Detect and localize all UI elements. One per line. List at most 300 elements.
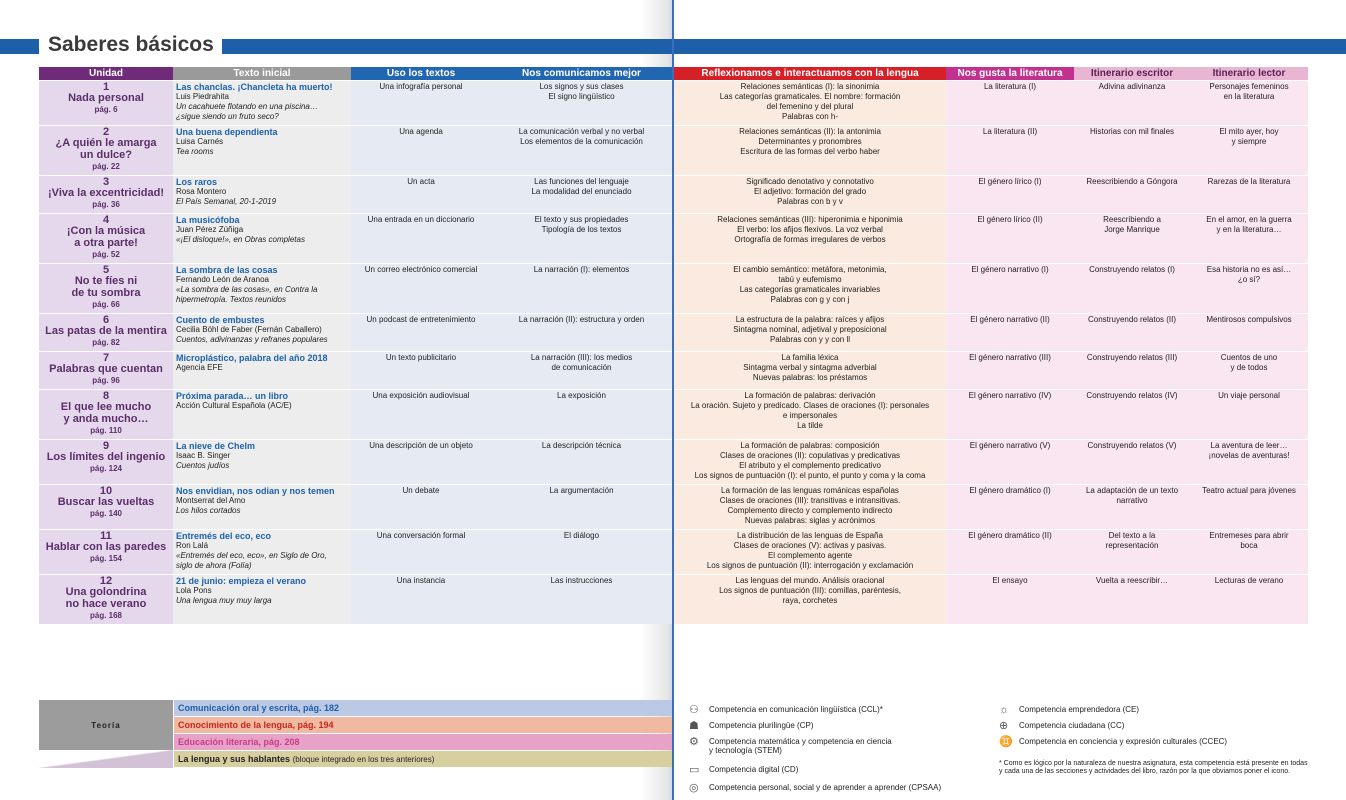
text-line: Clases de oraciones (V): activas y pasivas.: [733, 540, 887, 550]
text-line: El texto y sus propiedades: [534, 214, 629, 224]
text-line: e impersonales: [782, 410, 838, 420]
competencia-item: [689, 765, 798, 777]
text-line: de comunicación: [551, 362, 612, 372]
text-line: El género narrativo (I): [971, 264, 1049, 274]
initial-text-title: Una buena dependienta: [176, 126, 278, 137]
text-line: Jorge Manrique: [1104, 224, 1160, 234]
text-line: Un acta: [407, 176, 435, 186]
initial-text-cell: [173, 439, 351, 484]
text-line: La comunicación verbal y no verbal: [518, 126, 645, 136]
unit-name: no hace verano: [65, 597, 147, 610]
competencia-item: [689, 737, 892, 755]
text-line: Cuentos de uno: [1220, 352, 1278, 362]
text-line: y en la literatura…: [1216, 224, 1282, 234]
unit-page: pág. 140: [89, 508, 122, 518]
competencia-label: [709, 765, 798, 774]
text-line: El verbo: los afijos flexivos. La voz verbal: [737, 224, 883, 234]
unit-number: 2: [102, 125, 110, 138]
unit-page: pág. 110: [90, 425, 122, 435]
unit-number: 11: [100, 529, 112, 542]
text-line: narrativo: [1116, 495, 1148, 505]
competencia-label: [709, 721, 814, 730]
comunicamos-cell: [491, 351, 672, 389]
person-speech-icon: ⚇: [689, 704, 699, 716]
text-line: El ensayo: [992, 575, 1028, 585]
text-line: Personajes femeninos: [1209, 81, 1289, 91]
text-line: Competencia ciudadana (CC): [1019, 721, 1125, 730]
literatura-cell: [946, 484, 1074, 529]
text-line: Sintagma nominal, adjetival y preposicional: [733, 324, 887, 334]
text-line: tabú y eufemismo: [778, 274, 842, 284]
text-line: Competencia plurilingüe (CP): [709, 721, 814, 730]
competencia-item: [689, 721, 814, 733]
unit-number: 5: [102, 263, 110, 276]
unit-page: pág. 124: [89, 463, 122, 473]
text-line: El género lírico (II): [977, 214, 1043, 224]
text-line: Una entrada en un diccionario: [367, 214, 475, 224]
initial-text-source: Una lengua muy muy larga: [176, 595, 272, 605]
initial-text-source: «Entremés del eco, eco», en Siglo de Oro,: [176, 550, 327, 560]
comunicamos-cell: [491, 213, 672, 263]
lector-cell: [1190, 574, 1308, 624]
initial-text-cell: [173, 263, 351, 313]
escritor-cell: [1074, 175, 1190, 213]
lector-cell: [1190, 389, 1308, 439]
text-line: Competencia emprendedora (CE): [1019, 705, 1140, 714]
comunicamos-cell: [491, 439, 672, 484]
initial-text-source: Un cacahuete flotando en una piscina…: [176, 101, 318, 111]
text-line: El diálogo: [563, 530, 600, 540]
text-line: Competencia matemática y competencia en ciencia: [709, 737, 892, 746]
text-line: Tipología de los textos: [541, 224, 622, 234]
unit-cell: [39, 574, 173, 624]
text-line: Palabras con b y v: [777, 196, 843, 206]
escritor-cell: [1074, 125, 1190, 175]
people-icon: ☗: [689, 720, 699, 732]
competencia-item: [689, 705, 883, 717]
lector-cell: [1190, 213, 1308, 263]
unit-number: 12: [99, 574, 113, 587]
text-line: El signo lingüístico: [548, 91, 615, 101]
text-line: El atributo y el complemento predicativo: [739, 460, 881, 470]
text-line: La adaptación de un texto: [1085, 485, 1179, 495]
masks-icon: ♊: [999, 736, 1013, 748]
initial-text-cell: [173, 389, 351, 439]
escritor-cell: [1074, 389, 1190, 439]
text-line: Teatro actual para jóvenes: [1202, 485, 1296, 495]
unit-name: Las patas de la mentira: [45, 324, 167, 337]
unit-cell: [39, 484, 173, 529]
header-bar-left: [0, 39, 39, 54]
unit-cell: [39, 313, 173, 351]
column-header: Nos comunicamos mejor: [491, 67, 672, 80]
lightbulb-icon: ☼: [999, 704, 1010, 716]
unit-page: pág. 36: [92, 199, 120, 209]
unit-cell: [39, 529, 173, 574]
initial-text-title: Microplástico, palabra del año 2018: [176, 352, 328, 363]
lector-cell: [1190, 484, 1308, 529]
text-line: El género dramático (I): [969, 485, 1051, 495]
unit-name: a otra parte!: [74, 236, 138, 249]
text-line: Competencia en comunicación lingüística (CCL)*: [709, 705, 883, 714]
text-line: La oración. Sujeto y predicado. Clases de oraciones (I): personales: [690, 400, 930, 410]
text-line: Una exposición audiovisual: [372, 390, 470, 400]
text-line: Historias con mil finales: [1089, 126, 1175, 136]
text-line: boca: [1240, 540, 1258, 550]
initial-text-author: Isaac B. Singer: [176, 450, 231, 460]
comunicamos-cell: [491, 263, 672, 313]
escritor-cell: [1074, 313, 1190, 351]
text-line: Construyendo relatos (IV): [1086, 390, 1178, 400]
initial-text-title: La musicófoba: [176, 214, 240, 225]
uso-cell: [351, 574, 491, 624]
literatura-cell: [946, 313, 1074, 351]
text-line: Una conversación formal: [376, 530, 466, 540]
initial-text-author: Acción Cultural Española (AC/E): [176, 400, 292, 410]
initial-text-cell: [173, 80, 351, 125]
text-line: Las funciones del lenguaje: [534, 176, 629, 186]
column-header: Texto inicial: [173, 67, 351, 80]
text-line: Los elementos de la comunicación: [520, 136, 643, 146]
unit-page: pág. 96: [92, 375, 120, 385]
text-line: Mentirosos compulsivos: [1206, 314, 1292, 324]
text-line: Las categorías gramaticales. El nombre: formación: [719, 91, 901, 101]
uso-cell: [351, 263, 491, 313]
text-line: Complemento directo y complemento indirecto: [727, 505, 893, 515]
literatura-cell: [946, 263, 1074, 313]
initial-text-source: hipermetropía. Textos reunidos: [176, 294, 286, 304]
reflexionamos-cell: [674, 484, 946, 529]
competencia-label: [1019, 721, 1124, 730]
initial-text-source: Cuentos, adivinanzas y refranes populares: [176, 334, 328, 344]
text-line: El género dramático (II): [968, 530, 1052, 540]
competencia-label: [1019, 705, 1139, 714]
text-line: Nuevas palabras: siglas y acrónimos: [744, 515, 876, 525]
unit-cell: [39, 175, 173, 213]
uso-cell: [351, 529, 491, 574]
reflexionamos-cell: [674, 313, 946, 351]
theory-row-educacion: Educación literaria, pág. 208: [174, 734, 672, 750]
text-line: Construyendo relatos (II): [1087, 314, 1177, 324]
literatura-cell: [946, 80, 1074, 125]
unit-page: pág. 66: [92, 299, 120, 309]
text-line: Construyendo relatos (I): [1089, 264, 1175, 274]
text-line: Esa historia no es así…: [1206, 264, 1292, 274]
text-line: El género lírico (I): [978, 176, 1042, 186]
text-line: Sintagma verbal y sintagma adverbial: [743, 362, 877, 372]
section-title: Saberes básicos: [48, 33, 214, 56]
literatura-cell: [946, 529, 1074, 574]
uso-cell: [351, 389, 491, 439]
text-line: El género narrativo (V): [969, 440, 1051, 450]
text-line: Escritura de las formas del verbo haber: [740, 146, 880, 156]
comunicamos-cell: [491, 125, 672, 175]
text-line: El complemento agente: [767, 550, 853, 560]
unit-cell: [39, 439, 173, 484]
unit-name: ¡Con la música: [66, 224, 146, 237]
initial-text-title: La sombra de las cosas: [176, 264, 278, 275]
unit-name: El que lee mucho: [60, 400, 152, 413]
initial-text-author: Fernando León de Aranoa: [176, 274, 269, 284]
initial-text-source: Tea rooms: [176, 146, 214, 156]
literatura-cell: [946, 439, 1074, 484]
text-line: La narración (II): estructura y orden: [518, 314, 645, 324]
unit-page: pág. 6: [94, 104, 118, 114]
unit-number: 8: [102, 389, 110, 402]
lector-cell: [1190, 263, 1308, 313]
competencia-item: [999, 737, 1227, 749]
unit-name: Nada personal: [68, 91, 144, 104]
text-line: El género narrativo (III): [969, 352, 1051, 362]
unit-name: un dulce?: [80, 148, 132, 161]
unit-name: Una golondrina: [65, 585, 147, 598]
text-line: Determinantes y pronombres: [758, 136, 862, 146]
initial-text-cell: [173, 213, 351, 263]
uso-cell: [351, 484, 491, 529]
initial-text-title: Nos envidian, nos odian y nos temen: [176, 485, 335, 496]
header-bar-right: [222, 39, 1346, 54]
legend-note: * Como es lógico por la naturaleza de nuestra asignatura, esta competencia está presente en todas y cada una de las secciones y actividades del libro, razón por la que obviamos poner el icono.: [999, 760, 1308, 775]
text-line: Nuevas palabras: los préstamos: [752, 372, 868, 382]
text-line: Los signos de puntuación (II): interrogación y exclamación: [706, 560, 914, 570]
initial-text-cell: [173, 125, 351, 175]
reflexionamos-cell: [674, 263, 946, 313]
unit-number: 6: [102, 313, 110, 326]
text-line: Reescribiendo a: [1103, 214, 1161, 224]
theory-row-conocimiento: Conocimiento de la lengua, pág. 194: [174, 717, 672, 733]
text-line: Las lenguas del mundo. Análisis oracional: [735, 575, 885, 585]
text-line: Palabras con h-: [781, 111, 839, 121]
text-line: Un correo electrónico comercial: [364, 264, 478, 274]
unit-number: 7: [102, 351, 110, 364]
initial-text-author: Juan Pérez Zúñiga: [176, 224, 244, 234]
column-header: Itinerario lector: [1190, 67, 1308, 80]
text-line: raya, corchetes: [782, 595, 838, 605]
text-line: La distribución de las lenguas de España: [737, 530, 883, 540]
initial-text-source: Los hilos cortados: [176, 505, 241, 515]
text-line: Ortografía de formas irregulares de verbos: [734, 234, 886, 244]
text-line: Reescribiendo a Góngora: [1086, 176, 1178, 186]
uso-cell: [351, 351, 491, 389]
literatura-cell: [946, 125, 1074, 175]
escritor-cell: [1074, 213, 1190, 263]
reflexionamos-cell: [674, 389, 946, 439]
column-header: Unidad: [39, 67, 173, 80]
initial-text-source: «La sombra de las cosas», en Contra la: [176, 284, 318, 294]
literatura-cell: [946, 574, 1074, 624]
theory-label: Teoría: [39, 700, 173, 750]
escritor-cell: [1074, 484, 1190, 529]
uso-cell: [351, 80, 491, 125]
theory-row-comunicacion: Comunicación oral y escrita, pág. 182: [174, 700, 672, 716]
text-line: Un podcast de entretenimiento: [366, 314, 476, 324]
text-line: Construyendo relatos (III): [1086, 352, 1178, 362]
text-line: La argumentación: [549, 485, 614, 495]
uso-cell: [351, 213, 491, 263]
unit-number: 3: [102, 175, 110, 188]
unit-name: de tu sombra: [71, 286, 141, 299]
initial-text-title: Las chanclas. ¡Chancleta ha muerto!: [176, 81, 333, 92]
text-line: La modalidad del enunciado: [531, 186, 632, 196]
text-line: Entremeses para abrir: [1209, 530, 1289, 540]
text-line: Significado denotativo y connotativo: [746, 176, 874, 186]
text-line: La exposición: [557, 390, 606, 400]
unit-page: pág. 154: [89, 553, 122, 563]
text-line: La narración (III): los medios: [530, 352, 633, 362]
unit-name: ¿A quién le amarga: [55, 136, 157, 149]
text-line: Palabras con y y con ll: [769, 334, 851, 344]
column-header: Itinerario escritor: [1074, 67, 1190, 80]
text-line: Un viaje personal: [1218, 390, 1280, 400]
text-line: Las categorías gramaticales invariables: [739, 284, 881, 294]
escritor-cell: [1074, 529, 1190, 574]
initial-text-author: Montserrat del Amo: [176, 495, 246, 505]
escritor-cell: [1074, 439, 1190, 484]
escritor-cell: [1074, 80, 1190, 125]
text-line: Los signos y sus clases: [539, 81, 624, 91]
comunicamos-cell: [491, 484, 672, 529]
text-line: Los signos de puntuación (III): comillas, paréntesis,: [719, 585, 901, 595]
comunicamos-cell: [491, 175, 672, 213]
competencia-item: [689, 783, 941, 795]
column-header: Uso los textos: [351, 67, 491, 80]
initial-text-author: Luis Piedrahita: [176, 91, 229, 101]
escritor-cell: [1074, 574, 1190, 624]
text-line: La literatura (II): [982, 126, 1038, 136]
unit-cell: [39, 80, 173, 125]
comunicamos-cell: [491, 313, 672, 351]
text-line: El adjetivo: formación del grado: [753, 186, 867, 196]
escritor-cell: [1074, 351, 1190, 389]
text-line: La formación de palabras: composición: [740, 440, 880, 450]
reflexionamos-cell: [674, 529, 946, 574]
initial-text-source: El País Semanal, 20-1-2019: [176, 196, 277, 206]
initial-text-title: Entremés del eco, eco: [176, 530, 272, 541]
text-line: Construyendo relatos (V): [1087, 440, 1177, 450]
initial-text-author: Lola Pons: [176, 585, 212, 595]
unit-page: pág. 168: [89, 610, 122, 620]
lector-cell: [1190, 175, 1308, 213]
comunicamos-cell: [491, 529, 672, 574]
theory-row-lengua-bold: La lengua y sus hablantes: [178, 754, 291, 764]
unit-name: Palabras que cuentan: [49, 362, 163, 375]
initial-text-title: Próxima parada… un libro: [176, 390, 289, 401]
text-line: y de todos: [1230, 362, 1268, 372]
text-line: Relaciones semánticas (III): hiperonimia e hiponimia: [717, 214, 903, 224]
unit-cell: [39, 263, 173, 313]
literatura-cell: [946, 389, 1074, 439]
uso-cell: [351, 313, 491, 351]
reflexionamos-cell: [674, 351, 946, 389]
lector-cell: [1190, 125, 1308, 175]
escritor-cell: [1074, 263, 1190, 313]
unit-cell: [39, 389, 173, 439]
comunicamos-cell: [491, 80, 672, 125]
lector-cell: [1190, 80, 1308, 125]
unit-number: 4: [102, 213, 110, 226]
reflexionamos-cell: [674, 175, 946, 213]
initial-text-title: 21 de junio: empieza el verano: [176, 575, 307, 586]
unit-page: pág. 82: [92, 337, 120, 347]
reflexionamos-cell: [674, 80, 946, 125]
unit-number: 10: [99, 484, 113, 497]
text-line: ¿o sí?: [1237, 274, 1261, 284]
unit-name: Buscar las vueltas: [57, 495, 155, 508]
competencia-item: [999, 705, 1139, 717]
initial-text-title: La nieve de Chelm: [176, 440, 256, 451]
initial-text-cell: [173, 484, 351, 529]
text-line: Una infografía personal: [379, 81, 463, 91]
text-line: Una agenda: [399, 126, 443, 136]
unit-number: 1: [102, 80, 110, 93]
text-line: El género narrativo (II): [970, 314, 1050, 324]
uso-cell: [351, 439, 491, 484]
reflexionamos-cell: [674, 125, 946, 175]
competencia-item: [999, 721, 1124, 733]
column-header: Nos gusta la literatura: [946, 67, 1074, 80]
text-line: La familia léxica: [781, 352, 839, 362]
initial-text-cell: [173, 529, 351, 574]
text-line: Del texto a la: [1108, 530, 1156, 540]
comunicamos-cell: [491, 389, 672, 439]
text-line: Adivina adivinanza: [1098, 81, 1166, 91]
text-line: ¡novelas de aventuras!: [1208, 450, 1290, 460]
text-line: Un debate: [402, 485, 440, 495]
initial-text-author: Agencia EFE: [176, 362, 223, 372]
initial-text-author: Ron Lalá: [176, 540, 209, 550]
text-line: Competencia digital (CD): [709, 765, 799, 774]
literatura-cell: [946, 213, 1074, 263]
unit-cell: [39, 213, 173, 263]
competencia-label: [1019, 737, 1227, 746]
text-line: Los signos de puntuación (I): el punto, el punto y coma y la coma: [694, 470, 926, 480]
text-line: y tecnología (STEM): [709, 746, 782, 755]
text-line: del femenino y del plural: [766, 101, 854, 111]
unit-cell: [39, 351, 173, 389]
text-line: y siempre: [1231, 136, 1267, 146]
text-line: Competencia personal, social y de aprender a aprender (CPSAA): [709, 783, 942, 792]
text-line: La narración (I): elementos: [533, 264, 630, 274]
text-line: Vuelta a reescribir…: [1095, 575, 1169, 585]
text-line: La descripción técnica: [541, 440, 622, 450]
column-header: Reflexionamos e interactuamos con la lengua: [674, 67, 946, 80]
uso-cell: [351, 175, 491, 213]
text-line: El cambio semántico: metáfora, metonimia,: [733, 264, 887, 274]
text-line: en la literatura: [1223, 91, 1275, 101]
literatura-cell: [946, 351, 1074, 389]
initial-text-cell: [173, 351, 351, 389]
text-line: Rarezas de la literatura: [1207, 176, 1291, 186]
text-line: La literatura (I): [983, 81, 1037, 91]
initial-text-source: siglo de ahora (Folía): [176, 560, 252, 570]
initial-text-cell: [173, 313, 351, 351]
text-line: Una instancia: [396, 575, 446, 585]
uso-cell: [351, 125, 491, 175]
text-line: Clases de oraciones (II): copulativas y predicativas: [719, 450, 901, 460]
screen-icon: ▭: [689, 764, 700, 776]
text-line: Competencia en conciencia y expresión culturales (CCEC): [1019, 737, 1228, 746]
initial-text-author: Cecilia Böhl de Faber (Fernán Caballero): [176, 324, 322, 334]
lector-cell: [1190, 439, 1308, 484]
competencia-label: [709, 783, 941, 792]
lector-cell: [1190, 313, 1308, 351]
literatura-cell: [946, 175, 1074, 213]
text-line: Clases de oraciones (III): transitivas e intransitivas.: [719, 495, 901, 505]
competencia-label: [709, 737, 892, 755]
unit-name: Los límites del ingenio: [46, 450, 166, 463]
initial-text-author: Luisa Carnés: [176, 136, 224, 146]
reflexionamos-cell: [674, 213, 946, 263]
